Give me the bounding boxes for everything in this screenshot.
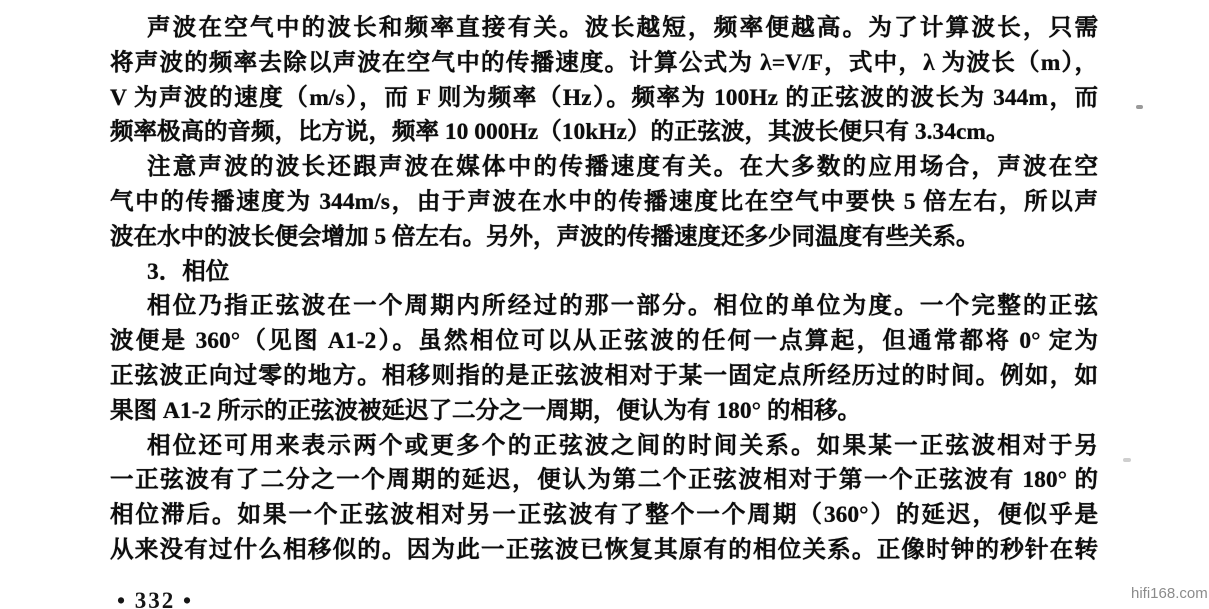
text-line: 波在水中的波长便会增加 5 倍左右。另外，声波的传播速度还多少同温度有些关系。 xyxy=(110,223,980,250)
watermark-text: hifi168.com xyxy=(1131,585,1208,602)
text-line: 从来没有过什么相移似的。因为此一正弦波已恢复其原有的相位关系。正像时钟的秒针在转 xyxy=(110,536,1098,563)
text-line: V 为声波的速度（m/s），而 F 则为频率（Hz）。频率为 100Hz 的正弦波的波长为 344m，而 xyxy=(110,84,1098,111)
text-line: 相位滞后。如果一个正弦波相对另一正弦波有了整个一个周期（360°）的延迟，便似乎是 xyxy=(110,502,1098,529)
text-line: 相位还可用来表示两个或更多个的正弦波之间的时间关系。如果某一正弦波相对于另 xyxy=(147,432,1098,459)
text-line: 一正弦波有了二分之一个周期的延迟，便认为第二个正弦波相对于第一个正弦波有 180° 的 xyxy=(110,467,1098,494)
text-line: 相位乃指正弦波在一个周期内所经过的那一部分。相位的单位为度。一个完整的正弦 xyxy=(147,293,1098,320)
text-line: 气中的传播速度为 344m/s，由于声波在水中的传播速度比在空气中要快 5 倍左右，所以声 xyxy=(110,188,1098,215)
text-line: 果图 A1-2 所示的正弦波被延迟了二分之一周期，便认为有 180° 的相移。 xyxy=(110,397,861,424)
text-line: 声波在空气中的波长和频率直接有关。波长越短，频率便越高。为了计算波长，只需 xyxy=(147,15,1098,41)
text-line: 波便是 360°（见图 A1-2）。虽然相位可以从正弦波的任何一点算起，但通常都将 0° 定为 xyxy=(110,328,1098,355)
scan-artifact-speck xyxy=(1136,105,1143,109)
section-heading-phase: 3．相位 xyxy=(147,258,230,285)
page-number: • 332 • xyxy=(117,588,194,609)
text-line: 将声波的频率去除以声波在空气中的传播速度。计算公式为 λ=V/F，式中，λ 为波长（m）， xyxy=(110,49,1098,76)
text-line: 注意声波的波长还跟声波在媒体中的传播速度有关。在大多数的应用场合，声波在空 xyxy=(147,154,1098,181)
text-line: 频率极高的音频，比方说，频率 10 000Hz（10kHz）的正弦波，其波长便只有 3.34cm。 xyxy=(110,119,1010,146)
body-text-column xyxy=(110,11,1098,568)
scan-artifact-speck xyxy=(1123,458,1131,462)
text-line: 正弦波正向过零的地方。相移则指的是正弦波相对于某一固定点所经历过的时间。例如，如 xyxy=(110,362,1098,389)
